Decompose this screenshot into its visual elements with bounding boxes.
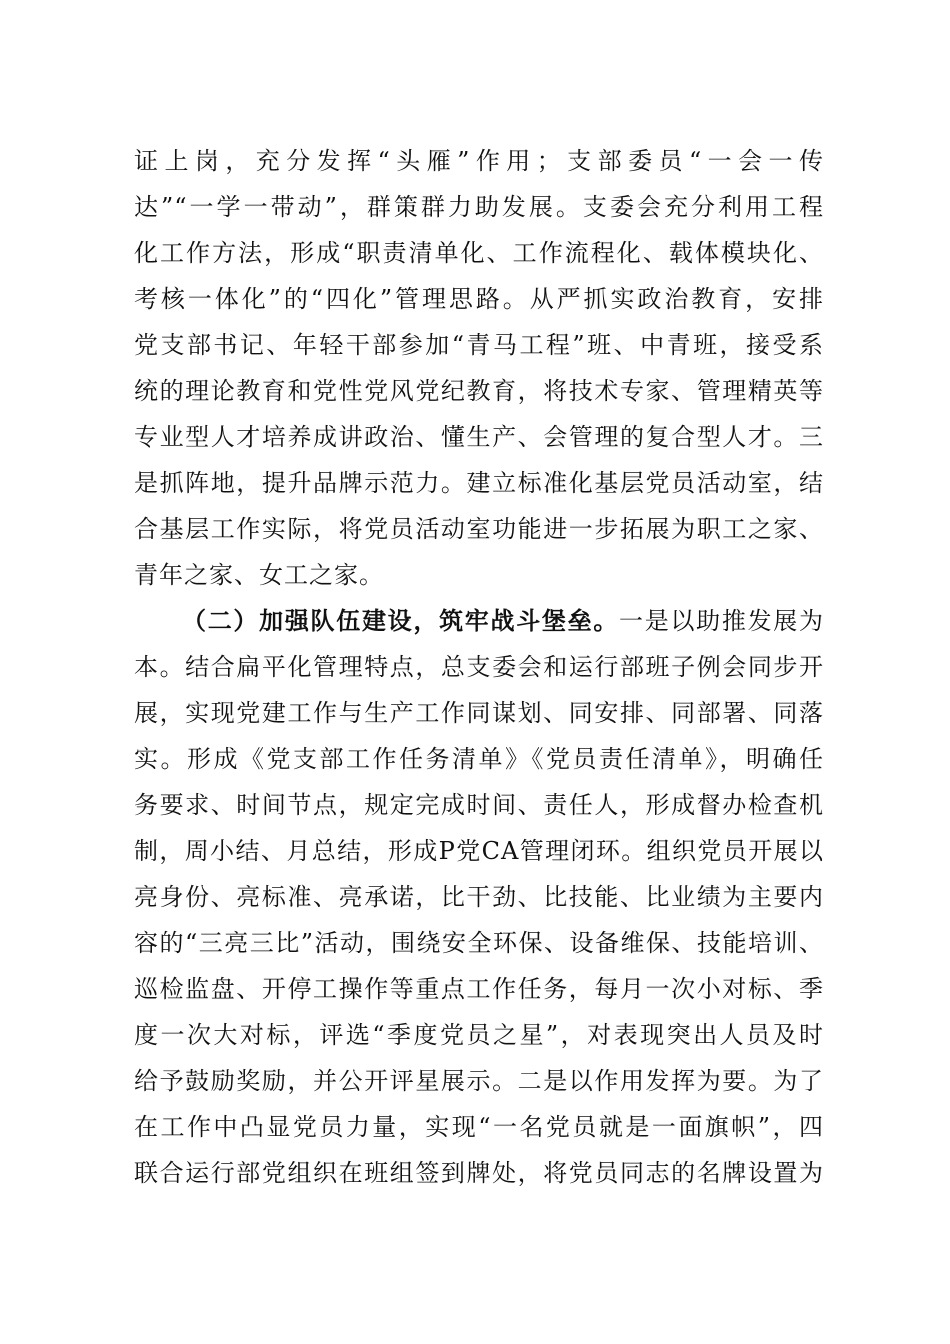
text-line xyxy=(134,920,824,966)
text-line xyxy=(134,506,824,552)
text-line xyxy=(134,276,824,322)
text-line xyxy=(134,828,824,874)
text-line xyxy=(134,460,824,506)
line-text: 合基层工作实际，将党员活动室功能进一步拓展为职工之家、 xyxy=(134,515,824,543)
line-text: 联合运行部党组织在班组签到牌处，将党员同志的名牌设置为 xyxy=(134,1159,824,1187)
line-text: 容的“三亮三比”活动，围绕安全环保、设备维保、技能培训、 xyxy=(134,929,824,957)
section-heading: （二）加强队伍建设，筑牢战斗堡垒。 xyxy=(182,606,620,635)
section-heading-line xyxy=(134,598,824,644)
line-text: 巡检监盘、开停工操作等重点工作任务，每月一次小对标、季 xyxy=(134,975,824,1003)
line-text: 制，周小结、月总结，形成P党CA管理闭环。组织党员开展以 xyxy=(134,837,824,865)
line-text: 本。结合扁平化管理特点，总支委会和运行部班子例会同步开 xyxy=(134,653,824,681)
text-line xyxy=(134,736,824,782)
text-line xyxy=(134,368,824,414)
line-text: 给予鼓励奖励，并公开评星展示。二是以作用发挥为要。为了 xyxy=(134,1067,824,1095)
line-text: 专业型人才培养成讲政治、懂生产、会管理的复合型人才。三 xyxy=(134,423,824,451)
line-text: 化工作方法，形成“职责清单化、工作流程化、载体模块化、 xyxy=(134,239,824,267)
line-text: 青年之家、女工之家。 xyxy=(134,561,384,589)
line-text: 在工作中凸显党员力量，实现“一名党员就是一面旗帜”，四 xyxy=(134,1113,824,1141)
text-line xyxy=(134,874,824,920)
line-text: 是抓阵地，提升品牌示范力。建立标准化基层党员活动室，结 xyxy=(134,469,824,497)
text-line xyxy=(134,184,824,230)
line-text: 考核一体化”的“四化”管理思路。从严抓实政治教育，安排 xyxy=(134,285,824,313)
text-line xyxy=(134,1104,824,1150)
body-text xyxy=(134,138,824,1196)
line-text: 实。形成《党支部工作任务清单》《党员责任清单》，明确任 xyxy=(134,745,824,773)
text-line xyxy=(134,138,824,184)
text-line xyxy=(134,690,824,736)
text-line xyxy=(134,230,824,276)
text-line xyxy=(134,322,824,368)
text-line xyxy=(134,414,824,460)
text-line xyxy=(134,1150,824,1196)
text-line xyxy=(134,966,824,1012)
line-text: 务要求、时间节点，规定完成时间、责任人，形成督办检查机 xyxy=(134,791,824,819)
text-line xyxy=(134,644,824,690)
line-text: 达”“一学一带动”，群策群力助发展。支委会充分利用工程 xyxy=(134,193,824,221)
line-text: 展，实现党建工作与生产工作同谋划、同安排、同部署、同落 xyxy=(134,699,824,727)
line-text: 统的理论教育和党性党风党纪教育，将技术专家、管理精英等 xyxy=(134,377,824,405)
text-line xyxy=(134,552,824,598)
text-line xyxy=(134,1012,824,1058)
line-text: 证上岗，充分发挥“头雁”作用；支部委员“一会一传 xyxy=(134,147,824,175)
line-text: 度一次大对标，评选“季度党员之星”，对表现突出人员及时 xyxy=(134,1021,824,1049)
text-line xyxy=(134,782,824,828)
line-text: 亮身份、亮标准、亮承诺，比干劲、比技能、比业绩为主要内 xyxy=(134,883,824,911)
text-line xyxy=(134,1058,824,1104)
line-text: 一是以助推发展为 xyxy=(619,607,825,635)
line-text: 党支部书记、年轻干部参加“青马工程”班、中青班，接受系 xyxy=(134,331,824,359)
